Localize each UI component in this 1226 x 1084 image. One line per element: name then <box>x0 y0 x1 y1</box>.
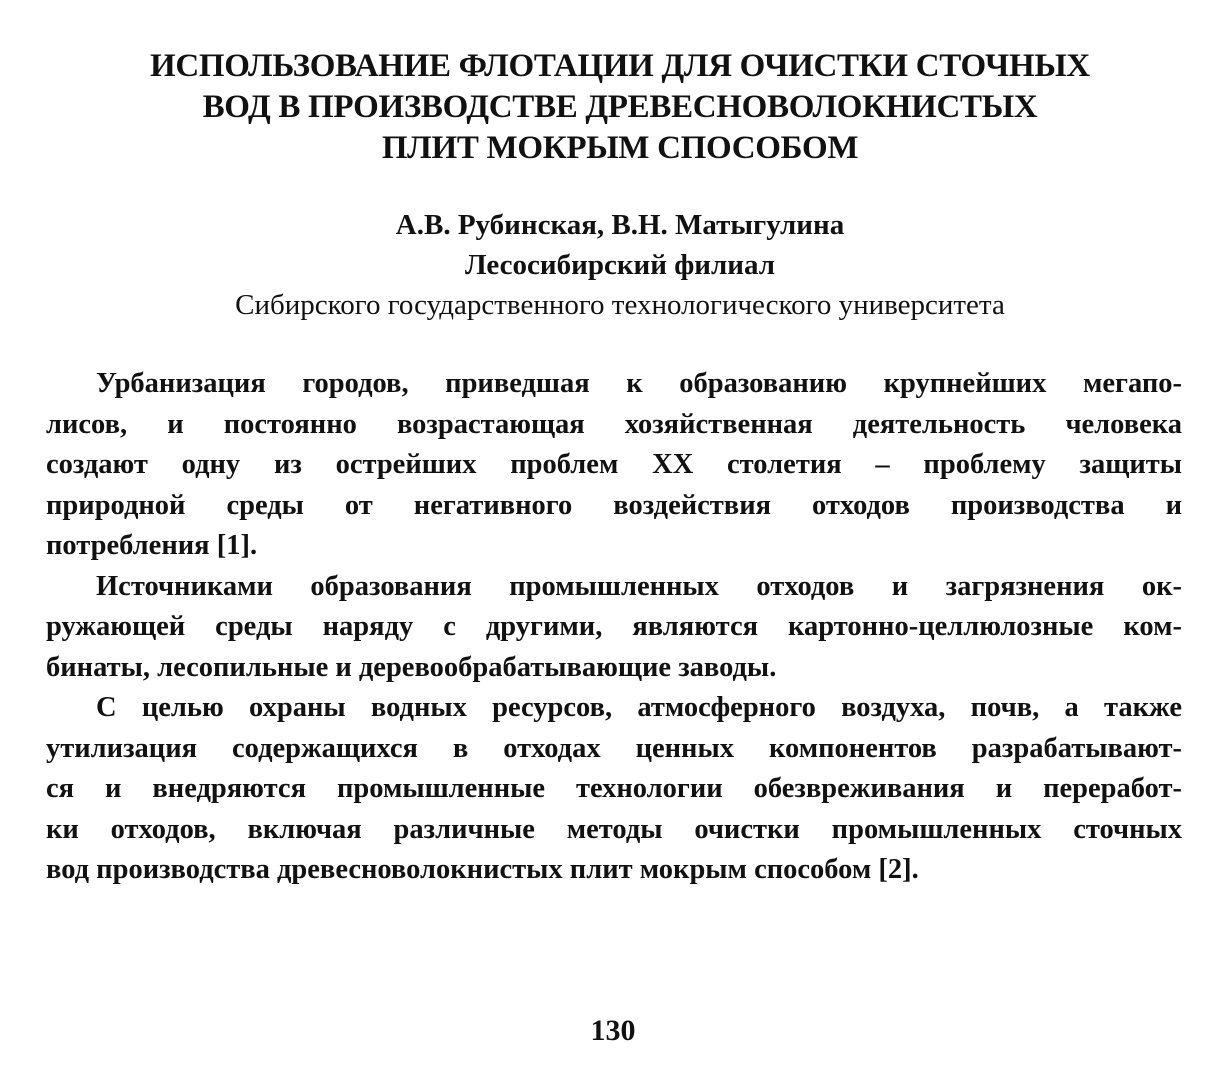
text-line: вод производства древесноволокнистых плит мокрым способом [2]. <box>46 854 919 885</box>
text-line: бинаты, лесопильные и деревообрабатывающие заводы. <box>46 651 777 683</box>
text-line: создают одну из острейших проблем XX столетия – проблему защиты <box>46 449 1182 480</box>
text-line: природной среды от негативного воздействия отходов производства и <box>46 489 1182 521</box>
text-line: Источниками образования промышленных отходов и загрязнения ок- <box>96 570 1182 602</box>
title-line: ПЛИТ МОКРЫМ СПОСОБОМ <box>381 130 859 166</box>
article-title <box>60 46 1180 169</box>
page-number: 130 <box>590 1014 636 1047</box>
text-line: утилизация содержащихся в отходах ценных компонентов разрабатывают- <box>46 732 1182 764</box>
affiliation-university: Сибирского государственного технологического университета <box>235 289 1005 321</box>
article-body <box>46 364 1182 891</box>
paragraph <box>46 567 1182 689</box>
paragraph <box>46 364 1182 567</box>
author-names: А.В. Рубинская, В.Н. Матыгулина <box>395 209 845 241</box>
text-line: лисов, и постоянно возрастающая хозяйственная деятельность человека <box>46 408 1182 440</box>
text-line: потребления [1]. <box>46 530 258 561</box>
text-line: ружающей среды наряду с другими, являются картонно-целлюлозные ком- <box>46 611 1182 642</box>
affiliation-branch: Лесосибирский филиал <box>465 249 775 281</box>
text-line: ки отходов, включая различные методы очистки промышленных сточных <box>46 813 1182 845</box>
title-line: ВОД В ПРОИЗВОДСТВЕ ДРЕВЕСНОВОЛОКНИСТЫХ <box>202 89 1038 125</box>
text-line: С целью охраны водных ресурсов, атмосферного воздуха, почв, а также <box>96 692 1182 723</box>
text-line: Урбанизация городов, приведшая к образованию крупнейших мегапо- <box>96 368 1182 399</box>
title-line: ИСПОЛЬЗОВАНИЕ ФЛОТАЦИИ ДЛЯ ОЧИСТКИ СТОЧНЫХ <box>150 48 1090 84</box>
text-line: ся и внедряются промышленные технологии обезвреживания и переработ- <box>46 773 1182 804</box>
paragraph <box>46 688 1182 891</box>
author-block <box>60 205 1180 325</box>
